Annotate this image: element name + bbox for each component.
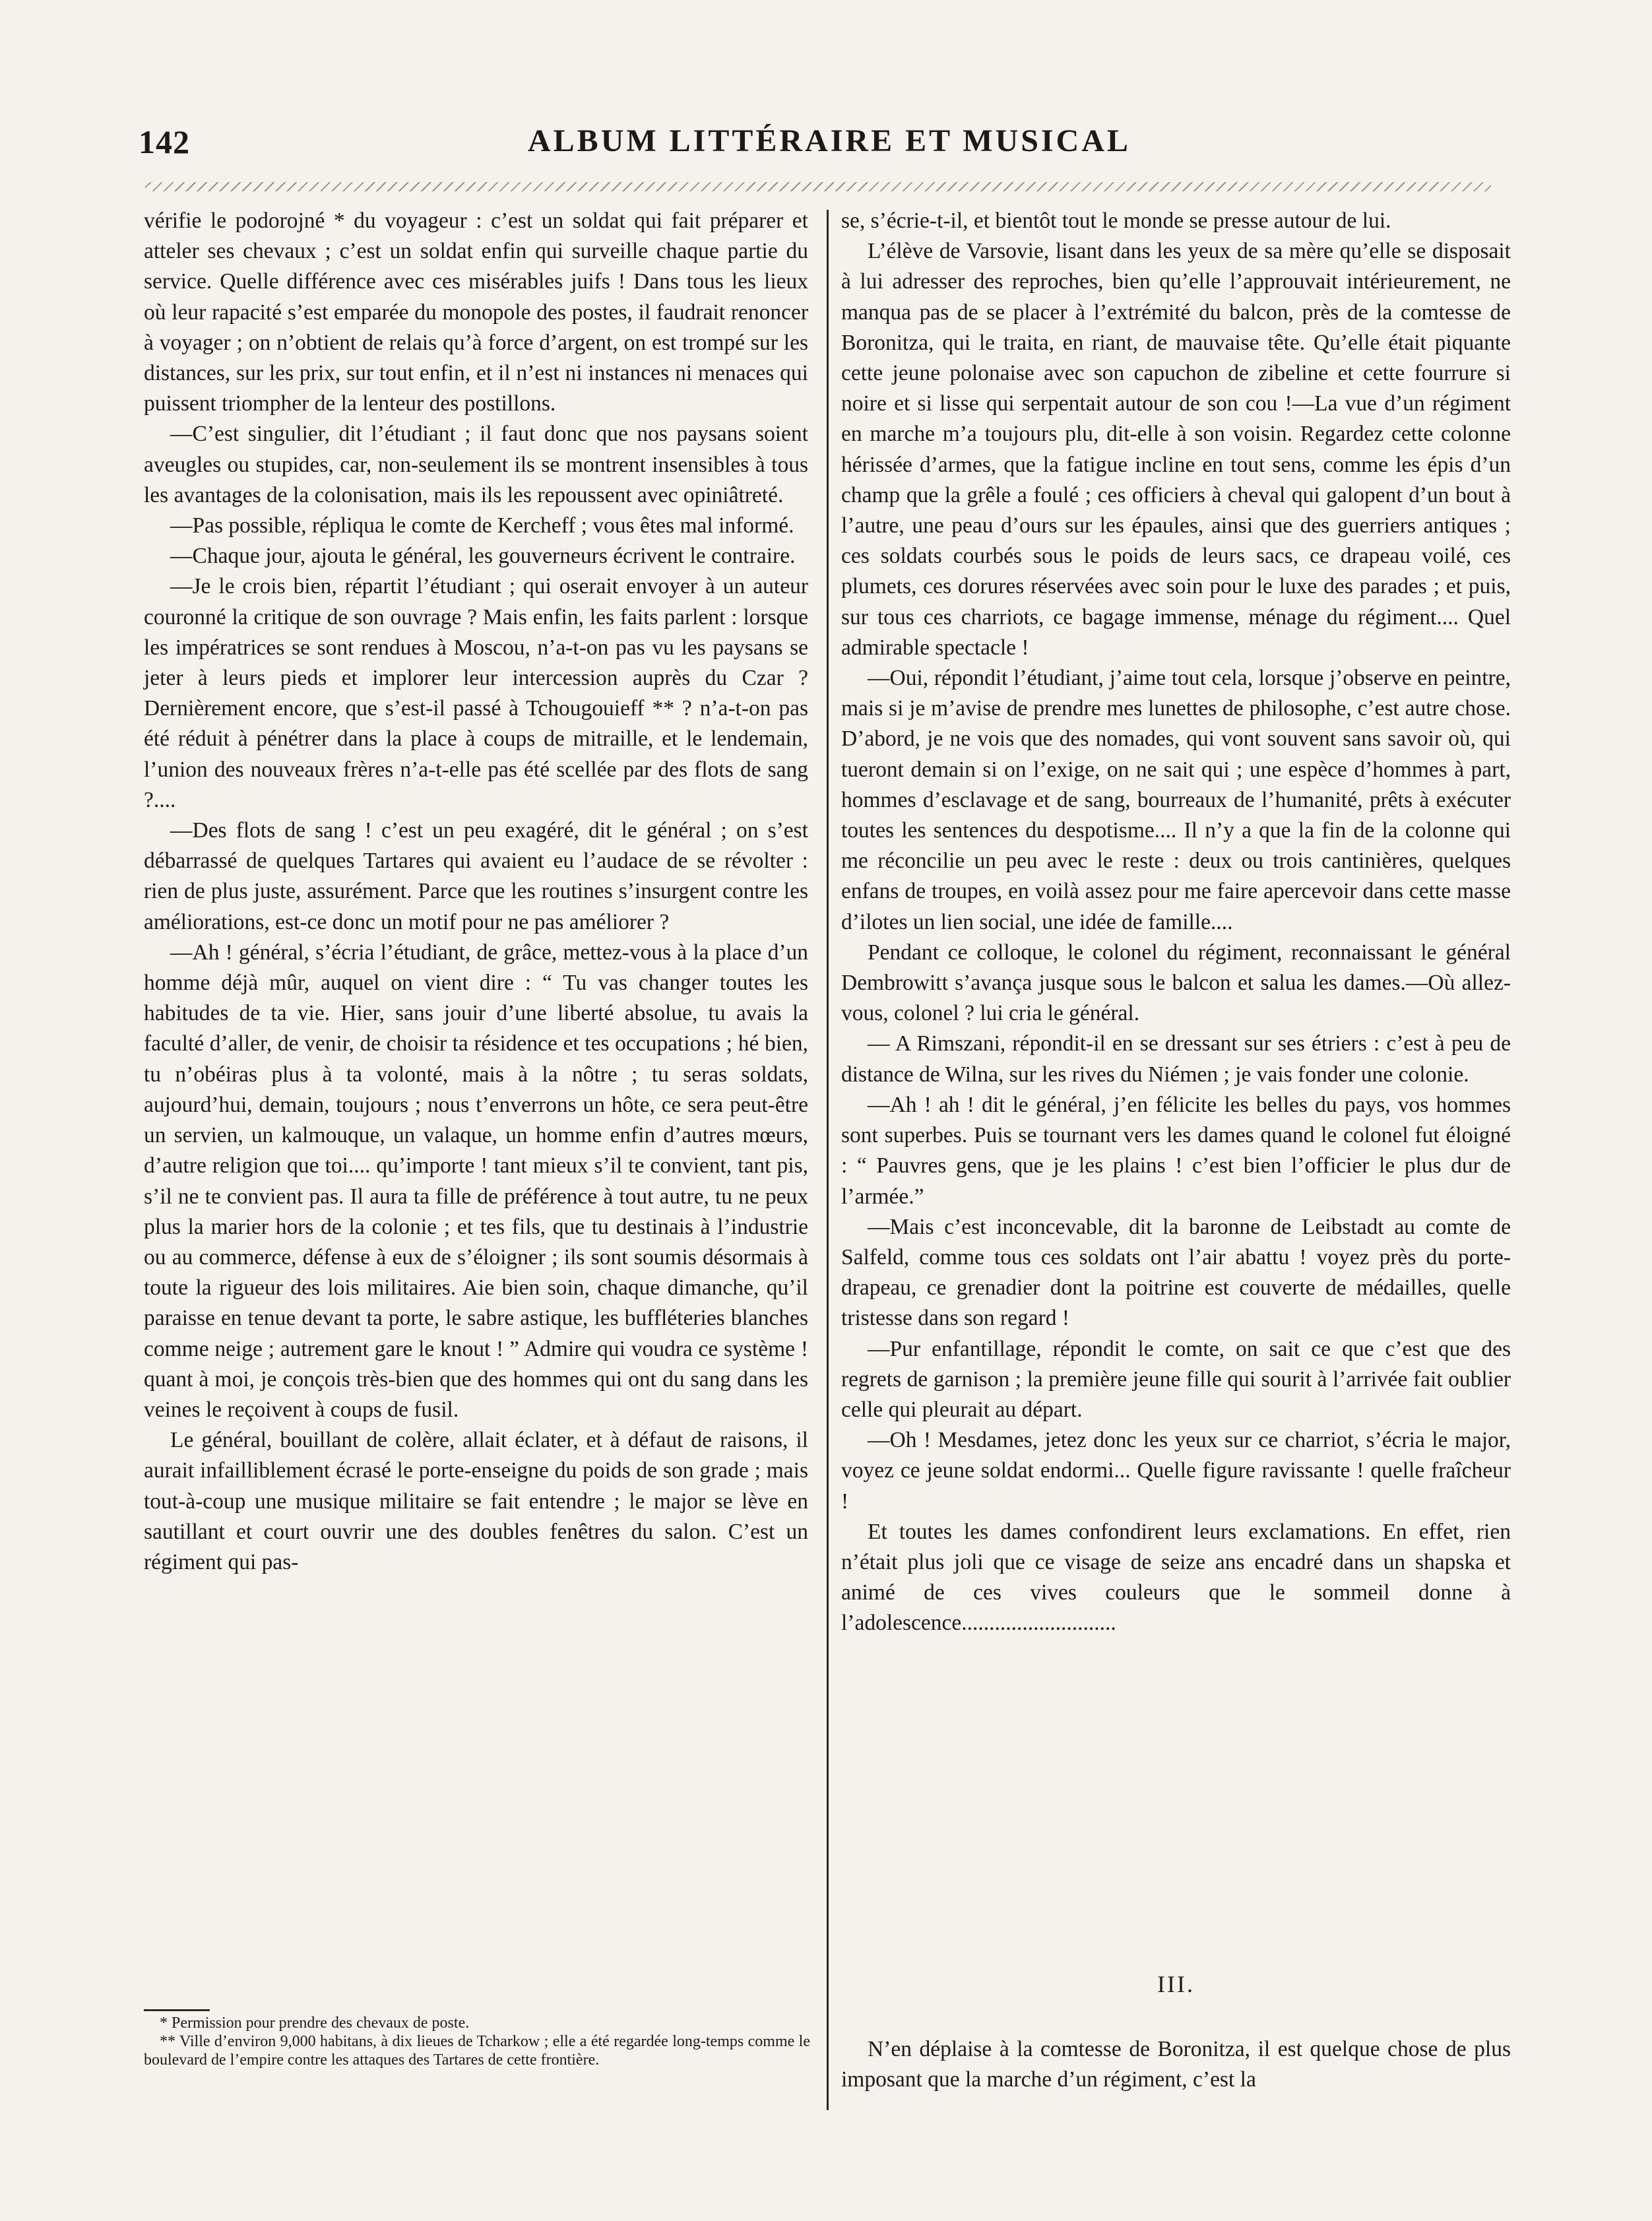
footnote: ** Ville d’environ 9,000 habitans, à dix lieues de Tcharkow ; elle a été regardée long-temps comme le boulevard de l’empire contre les attaques des Tartares de cette frontière. <box>144 2033 810 2069</box>
paragraph: Pendant ce colloque, le colonel du régiment, reconnaissant le général Dembrowitt s’avança jusque sous le balcon et salua les dames.—Où allez-vous, colonel ? lui cria le général. <box>841 940 1511 1026</box>
paragraph: —Ah ! ah ! dit le général, j’en félicite les belles du pays, vos hommes sont superbes. Puis se tournant vers les dames quand le colonel fut éloigné : “ Pauvres gens, que je les plains ! c’est bien l’officier le plus dur de l’armée.” <box>841 1092 1511 1209</box>
paragraph: —Oh ! Mesdames, jetez donc les yeux sur ce charriot, s’écria le major, voyez ce jeune soldat endormi... Quelle figure ravissante ! quelle fraîcheur ! <box>841 1428 1511 1514</box>
paragraph: —C’est singulier, dit l’étudiant ; il faut donc que nos paysans soient aveugles ou stupides, car, non-seulement ils se montrent insensibles à tous les avantages de la colonisation, mais ils les repoussent avec opiniâtreté. <box>144 422 808 507</box>
paragraph: Et toutes les dames confondirent leurs exclamations. En effet, rien n’était plus joli que ce visage de seize ans encadré dans un shapska et animé de ces vives couleurs que le sommeil donne à l’adolescence............................ <box>841 1519 1511 1636</box>
running-title: ALBUM LITTÉRAIRE ET MUSICAL <box>528 123 1131 158</box>
paragraph: vérifie le podorojné * du voyageur : c’est un soldat qui fait préparer et atteler ses chevaux ; c’est un soldat enfin qui surveille chaque partie du service. Quelle différence avec ces misérables juifs ! Dans tous les lieux où leur rapacité s’est emparée du monopole des postes, il faudrait renoncer à voyager ; on n’obtient de relais qu’à force d’argent, on est trompé sur les distances, sur les prix, sur tout enfin, et il n’est ni instances ni menaces qui puissent triompher de la lenteur des postillons. <box>144 209 808 416</box>
left-column <box>144 206 808 1578</box>
paragraph: —Ah ! général, s’écria l’étudiant, de grâce, mettez-vous à la place d’un homme déjà mûr, auquel on vient dire : “ Tu vas changer toutes les habitudes de ta vie. Hier, sans jouir d’une liberté absolue, tu avais la faculté d’aller, de venir, de choisir ta résidence et tes occupations ; hé bien, tu n’obéiras plus à ta volonté, mais à la nôtre ; tu seras soldats, aujourd’hui, demain, toujours ; nous t’enverrons un hôte, ce sera peut-être un servien, un kalmouque, un valaque, un homme enfin d’autres mœurs, d’autre religion que toi.... qu’importe ! tant mieux s’il te convient, tant pis, s’il ne te convient pas. Il aura ta fille de préférence à tout autre, tu ne peux plus la marier hors de la colonie ; et tes fils, que tu destinais à l’industrie ou au commerce, défense à eux de s’éloigner ; ils sont soumis désormais à toute la rigueur des lois militaires. Aie bien soin, chaque dimanche, qu’il paraisse en tenue devant ta porte, le sabre astique, les buffléteries blanches comme neige ; autrement gare le knout ! ” Admire qui voudra ce système ! quant à moi, je conçois très-bien que des hommes qui ont du sang dans les veines le reçoivent à coups de fusil. <box>144 940 808 1422</box>
paragraph-text: N’en déplaise à la comtesse de Boronitza, il est quelque chose de plus imposant que la marche d’un régiment, c’est la <box>841 2037 1511 2092</box>
paragraph: —Mais c’est inconcevable, dit la baronne de Leibstadt au comte de Salfeld, comme tous ces soldats ont l’air abattu ! voyez près du porte-drapeau, ce grenadier dont la poitrine est couverte de médailles, quelle tristesse dans son regard ! <box>841 1214 1511 1331</box>
paragraph: —Pas possible, répliqua le comte de Kercheff ; vous êtes mal informé. <box>170 513 794 538</box>
header-rule <box>145 182 1491 191</box>
page-number: 142 <box>139 123 190 160</box>
footnotes <box>144 2014 810 2069</box>
footnote-rule <box>144 2009 210 2011</box>
paragraph: —Chaque jour, ajouta le général, les gouverneurs écrivent le contraire. <box>170 544 796 569</box>
section-heading: III. <box>1157 1971 1195 1997</box>
paragraph: —Oui, répondit l’étudiant, j’aime tout cela, lorsque j’observe en peintre, mais si je m’avise de prendre mes lunettes de philosophe, c’est autre chose. D’abord, je ne vois que des nomades, qui vont souvent sans savoir où, qui tueront demain si on l’exige, on ne sait qui ; une espèce d’hommes à part, hommes d’esclavage et de sang, bourreaux de l’humanité, prêts à exécuter toutes les sentences du despotisme.... Il n’y a que la fin de la colonne qui me réconcilie un peu avec le reste : deux ou trois cantinières, quelques enfans de troupes, en voilà assez pour me faire apercevoir dans cette masse d’ilotes un lien social, une idée de famille.... <box>841 666 1511 934</box>
paragraph: —Je le crois bien, répartit l’étudiant ; qui oserait envoyer à un auteur couronné la critique de son ouvrage ? Mais enfin, les faits parlent : lorsque les impératrices se sont rendues à Moscou, n’a-t-on pas vu les paysans se jeter à leurs pieds et implorer leur intercession auprès du Czar ? Dernièrement encore, que s’est-il passé à Tchougouieff ** ? n’a-t-on pas été réduit à pénétrer dans la place à coups de mitraille, et le lendemain, l’union des nouveaux frères n’a-t-elle pas été scellée par des flots de sang ?.... <box>144 574 808 812</box>
paragraph: —Pur enfantillage, répondit le comte, on sait ce que c’est que des regrets de garnison ; la première jeune fille qui sourit à l’arrivée fait oublier celle qui pleurait au départ. <box>841 1336 1511 1422</box>
paragraph <box>841 2034 1511 2095</box>
column-divider <box>827 210 829 2110</box>
paragraph: —Des flots de sang ! c’est un peu exagéré, dit le général ; on s’est débarrassé de quelques Tartares qui avaient eu l’audace de se révolter : rien de plus juste, assurément. Parce que les routines s’insurgent contre les améliorations, est-ce donc un motif pour ne pas améliorer ? <box>144 818 808 934</box>
paragraph: se, s’écrie-t-il, et bientôt tout le monde se presse autour de lui. <box>841 209 1391 233</box>
paragraph: L’élève de Varsovie, lisant dans les yeux de sa mère qu’elle se disposait à lui adresser des reproches, bien qu’elle l’approuvait intérieurement, ne manqua pas de se placer à l’extrémité du balcon, près de la comtesse de Boronitza, qui le traita, en riant, de mauvaise tête. Qu’elle était piquante cette jeune polonaise avec son capuchon de zibeline et cette fourrure si noire et si lisse qui serpentait autour de son cou !—La vue d’un régiment en marche m’a toujours plu, dit-elle à son voisin. Regardez cette colonne hérissée d’armes, que la fatigue incline en tout sens, comme les épis d’un champ que la grêle a foulé ; ces officiers à cheval qui galopent d’un bout à l’autre, une peau d’ours sur les épaules, ainsi que des guerriers antiques ; ces soldats courbés sous le poids de leurs sacs, ce drapeau voilé, ces plumets, ces dorures réservées avec soin pour le luxe des parades ; et puis, sur tous ces charriots, ce bagage immense, ménage du régiment.... Quel admirable spectacle ! <box>841 239 1511 660</box>
right-column <box>841 206 1511 1639</box>
footnote: * Permission pour prendre des chevaux de poste. <box>160 2014 470 2032</box>
paragraph: — A Rimszani, répondit-il en se dressant sur ses étriers : c’est à peu de distance de Wilna, sur les rives du Niémen ; je vais fonder une colonie. <box>841 1031 1511 1087</box>
paragraph: Le général, bouillant de colère, allait éclater, et à défaut de raisons, il aurait infailliblement écrasé le porte-enseigne du poids de son grade ; mais tout-à-coup une musique militaire se fait entendre ; le major se lève en sautillant et court ouvrir une des doubles fenêtres du salon. C’est un régiment qui pas- <box>144 1428 808 1574</box>
page-header <box>139 123 1491 176</box>
